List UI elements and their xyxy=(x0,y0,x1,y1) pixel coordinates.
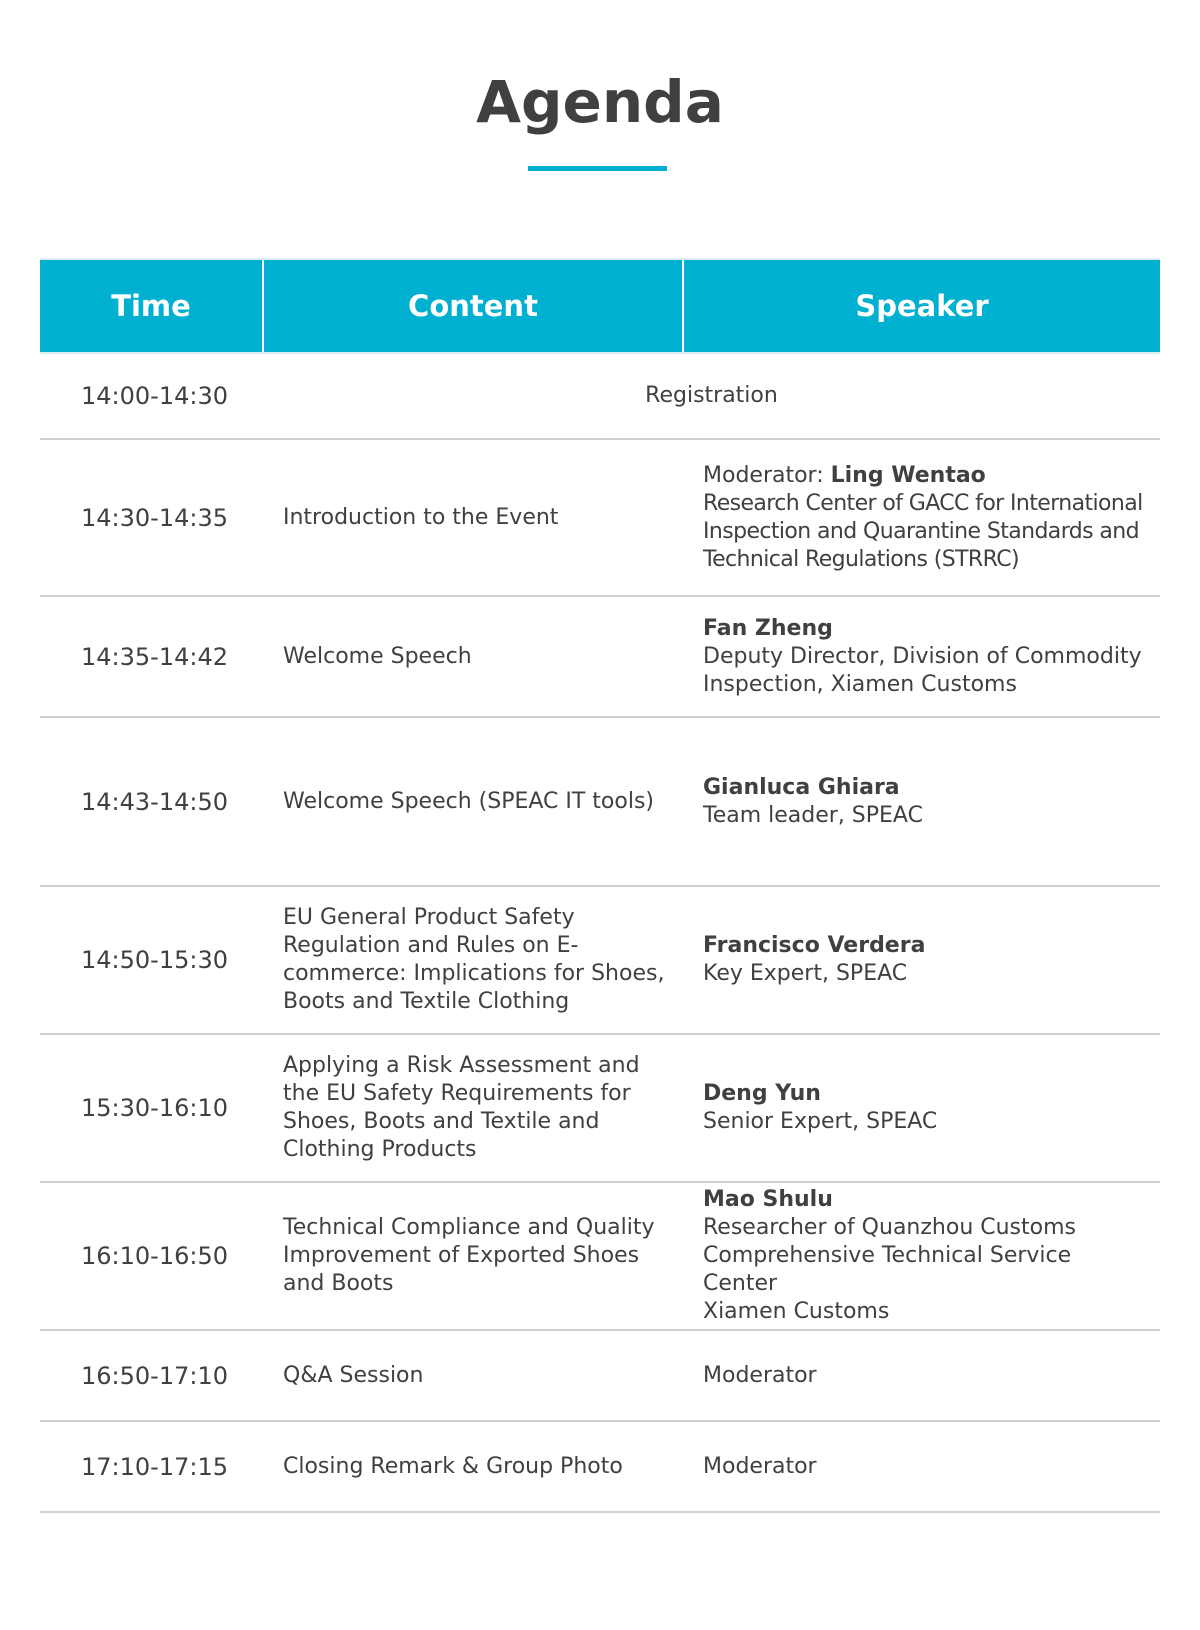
row-speaker xyxy=(683,439,1160,596)
table-row xyxy=(40,439,1160,596)
speaker-affiliation: Team leader, SPEAC xyxy=(703,802,923,828)
header-time: Time xyxy=(40,259,263,353)
speaker-name: Mao Shulu xyxy=(703,1187,833,1212)
speaker-affiliation: Technical Regulations (STRRC) xyxy=(703,546,1019,572)
table-row xyxy=(40,1330,1160,1421)
row-content: Closing Remark & Group Photo xyxy=(263,1421,683,1512)
row-time: 14:43-14:50 xyxy=(40,717,263,886)
row-content: Applying a Risk Assessment and the EU Safety Requirements for Shoes, Boots and Textile and Clothing Products xyxy=(263,1034,683,1182)
row-speaker xyxy=(683,1034,1160,1182)
row-time: 16:10-16:50 xyxy=(40,1182,263,1330)
row-time: 14:00-14:30 xyxy=(40,353,263,439)
row-time: 15:30-16:10 xyxy=(40,1034,263,1182)
row-speaker xyxy=(683,1182,1160,1330)
speaker-title-line xyxy=(703,462,1150,490)
speaker-affiliation: Deputy Director, Division of Commodity xyxy=(703,643,1142,669)
title-underline xyxy=(528,166,667,171)
row-content: Technical Compliance and Quality Improvement of Exported Shoes and Boots xyxy=(263,1182,683,1330)
row-content: Registration xyxy=(263,353,1160,439)
speaker-prefix: Moderator: xyxy=(703,462,831,488)
table-header xyxy=(40,259,1160,353)
table-body xyxy=(40,353,1160,1512)
table-row xyxy=(40,596,1160,717)
row-content: Introduction to the Event xyxy=(263,439,683,596)
speaker-name: Fan Zheng xyxy=(703,615,833,641)
speaker-affiliation: Key Expert, SPEAC xyxy=(703,961,908,986)
table-row xyxy=(40,717,1160,886)
row-time: 16:50-17:10 xyxy=(40,1330,263,1421)
row-speaker xyxy=(683,886,1160,1034)
table-row xyxy=(40,1182,1160,1330)
table-row xyxy=(40,1034,1160,1182)
speaker-name: Francisco Verdera xyxy=(703,933,926,958)
row-speaker xyxy=(683,596,1160,717)
row-time: 14:50-15:30 xyxy=(40,886,263,1034)
row-speaker: Moderator xyxy=(683,1330,1160,1421)
header-speaker: Speaker xyxy=(683,259,1160,353)
header-row xyxy=(40,259,1160,353)
header-content: Content xyxy=(263,259,683,353)
row-content: EU General Product Safety Regulation and Rules on E-commerce: Implications for Shoes, Boots and Textile Clothing xyxy=(263,886,683,1034)
row-content: Welcome Speech xyxy=(263,596,683,717)
table-row xyxy=(40,886,1160,1034)
row-content: Welcome Speech (SPEAC IT tools) xyxy=(263,717,683,886)
table-row xyxy=(40,353,1160,439)
speaker-affiliation: Senior Expert, SPEAC xyxy=(703,1109,938,1134)
agenda-table xyxy=(40,258,1160,1513)
table-row xyxy=(40,1421,1160,1512)
row-speaker: Moderator xyxy=(683,1421,1160,1512)
speaker-affiliation: Research Center of GACC for International xyxy=(703,490,1143,516)
speaker-affiliation: Researcher of Quanzhou Customs xyxy=(703,1215,1077,1240)
row-content: Q&A Session xyxy=(263,1330,683,1421)
row-time: 14:30-14:35 xyxy=(40,439,263,596)
row-time: 14:35-14:42 xyxy=(40,596,263,717)
speaker-affiliation: Comprehensive Technical Service Center xyxy=(703,1243,1072,1296)
speaker-name: Deng Yun xyxy=(703,1081,821,1106)
speaker-affiliation: Xiamen Customs xyxy=(703,1299,890,1324)
speaker-affiliation: Inspection, Xiamen Customs xyxy=(703,671,1017,697)
speaker-affiliation: Inspection and Quarantine Standards and xyxy=(703,518,1139,544)
row-time: 17:10-17:15 xyxy=(40,1421,263,1512)
speaker-name: Gianluca Ghiara xyxy=(703,774,900,800)
row-speaker xyxy=(683,717,1160,886)
speaker-name: Ling Wentao xyxy=(830,462,986,488)
page-title: Agenda xyxy=(476,68,724,136)
